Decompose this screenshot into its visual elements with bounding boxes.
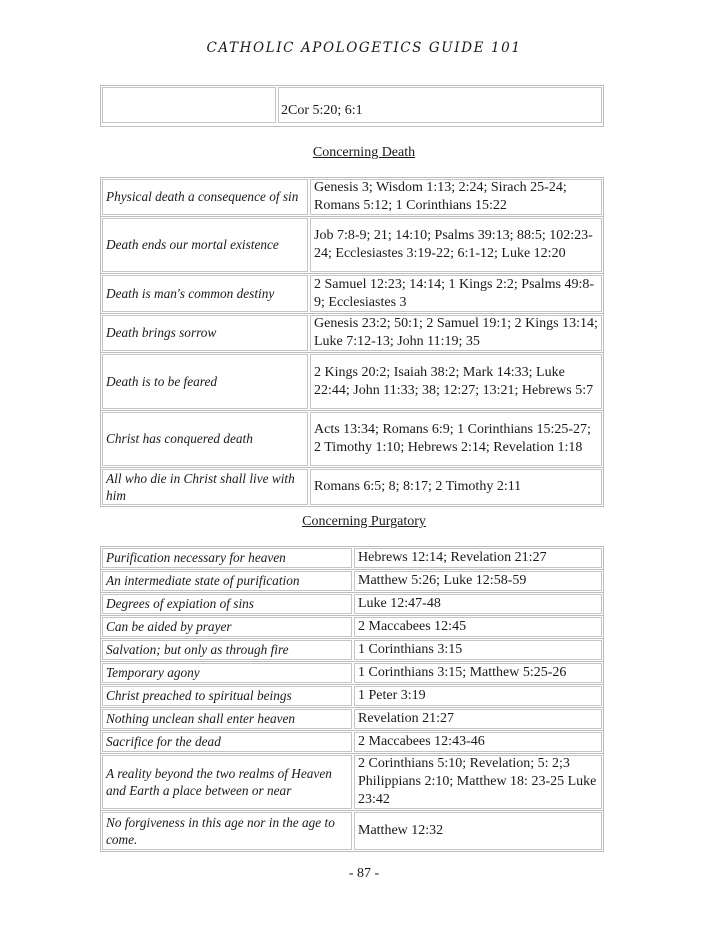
reference-cell: Revelation 21:27 xyxy=(354,709,602,729)
table-row xyxy=(101,352,603,410)
topic-cell: Physical death a consequence of sin xyxy=(102,179,308,215)
page-header: CATHOLIC APOLOGETICS GUIDE 101 xyxy=(206,40,522,56)
topic-cell: Christ has conquered death xyxy=(102,412,308,466)
reference-cell: Acts 13:34; Romans 6:9; 1 Corinthians 15:25-27; 2 Timothy 1:10; Hebrews 2:14; Revelation 1:18 xyxy=(310,412,602,466)
topic-cell: Nothing unclean shall enter heaven xyxy=(102,709,352,729)
table-row xyxy=(101,730,603,753)
table-row xyxy=(101,547,603,569)
table-row xyxy=(101,684,603,707)
topic-cell: Degrees of expiation of sins xyxy=(102,594,352,614)
topic-cell: Temporary agony xyxy=(102,663,352,683)
table-row xyxy=(101,810,603,851)
topic-cell: Salvation; but only as through fire xyxy=(102,640,352,660)
table-row xyxy=(101,86,603,124)
table-row xyxy=(101,467,603,506)
reference-cell: Genesis 3; Wisdom 1:13; 2:24; Sirach 25-24; Romans 5:12; 1 Corinthians 15:22 xyxy=(310,179,602,215)
reference-cell: 2 Maccabees 12:43-46 xyxy=(354,732,602,752)
topic-cell: All who die in Christ shall live with him xyxy=(102,469,308,505)
table-cell-reference: 2Cor 5:20; 6:1 xyxy=(278,87,602,123)
table-row xyxy=(101,753,603,810)
topic-cell: Purification necessary for heaven xyxy=(102,548,352,568)
reference-cell: 2 Kings 20:2; Isaiah 38:2; Mark 14:33; Luke 22:44; John 11:33; 38; 12:27; 13:21; Hebrews 5:7 xyxy=(310,354,602,409)
table-cell-empty xyxy=(102,87,276,123)
topic-cell: Christ preached to spiritual beings xyxy=(102,686,352,706)
table-row xyxy=(101,707,603,730)
section-title-purgatory-text: Concerning Purgatory xyxy=(302,514,426,529)
table-row xyxy=(101,313,603,352)
reference-cell: 2 Maccabees 12:45 xyxy=(354,617,602,637)
topic-cell: Sacrifice for the dead xyxy=(102,732,352,752)
reference-cell: Luke 12:47-48 xyxy=(354,594,602,614)
section-title-death-text: Concerning Death xyxy=(312,145,416,160)
section-title-purgatory xyxy=(0,514,728,530)
table-row xyxy=(101,273,603,313)
top-table xyxy=(100,85,604,127)
death-table xyxy=(100,177,604,507)
reference-cell: 1 Peter 3:19 xyxy=(354,686,602,706)
reference-cell: Romans 6:5; 8; 8:17; 2 Timothy 2:11 xyxy=(310,469,602,505)
reference-cell: Job 7:8-9; 21; 14:10; Psalms 39:13; 88:5; 102:23-24; Ecclesiastes 3:19-22; 6:1-12; Luke 12:20 xyxy=(310,218,602,272)
topic-cell: Death is to be feared xyxy=(102,354,308,409)
reference-cell: 1 Corinthians 3:15; Matthew 5:25-26 xyxy=(354,663,602,683)
reference-cell: 2 Samuel 12:23; 14:14; 1 Kings 2:2; Psalms 49:8-9; Ecclesiastes 3 xyxy=(310,275,602,312)
topic-cell: No forgiveness in this age nor in the age to come. xyxy=(102,812,352,850)
table-row xyxy=(101,661,603,684)
reference-cell: Hebrews 12:14; Revelation 21:27 xyxy=(354,548,602,568)
reference-cell: 1 Corinthians 3:15 xyxy=(354,640,602,660)
page-number: - 87 - xyxy=(348,866,380,881)
topic-cell: Death brings sorrow xyxy=(102,315,308,351)
reference-cell: Matthew 12:32 xyxy=(354,812,602,850)
table-row xyxy=(101,216,603,273)
table-row xyxy=(101,178,603,216)
reference-cell: Genesis 23:2; 50:1; 2 Samuel 19:1; 2 Kings 13:14; Luke 7:12-13; John 11:19; 35 xyxy=(310,315,602,351)
purgatory-table xyxy=(100,546,604,852)
table-row xyxy=(101,569,603,592)
topic-cell: A reality beyond the two realms of Heaven and Earth a place between or near xyxy=(102,755,352,809)
reference-cell: Matthew 5:26; Luke 12:58-59 xyxy=(354,571,602,591)
topic-cell: Can be aided by prayer xyxy=(102,617,352,637)
section-title-death xyxy=(0,145,728,161)
topic-cell: An intermediate state of purification xyxy=(102,571,352,591)
table-row xyxy=(101,615,603,638)
table-row xyxy=(101,592,603,615)
table-row xyxy=(101,638,603,661)
topic-cell: Death is man's common destiny xyxy=(102,275,308,312)
table-row xyxy=(101,410,603,467)
reference-cell: 2 Corinthians 5:10; Revelation; 5: 2;3 Philippians 2:10; Matthew 18: 23-25 Luke 23:42 xyxy=(354,755,602,809)
topic-cell: Death ends our mortal existence xyxy=(102,218,308,272)
